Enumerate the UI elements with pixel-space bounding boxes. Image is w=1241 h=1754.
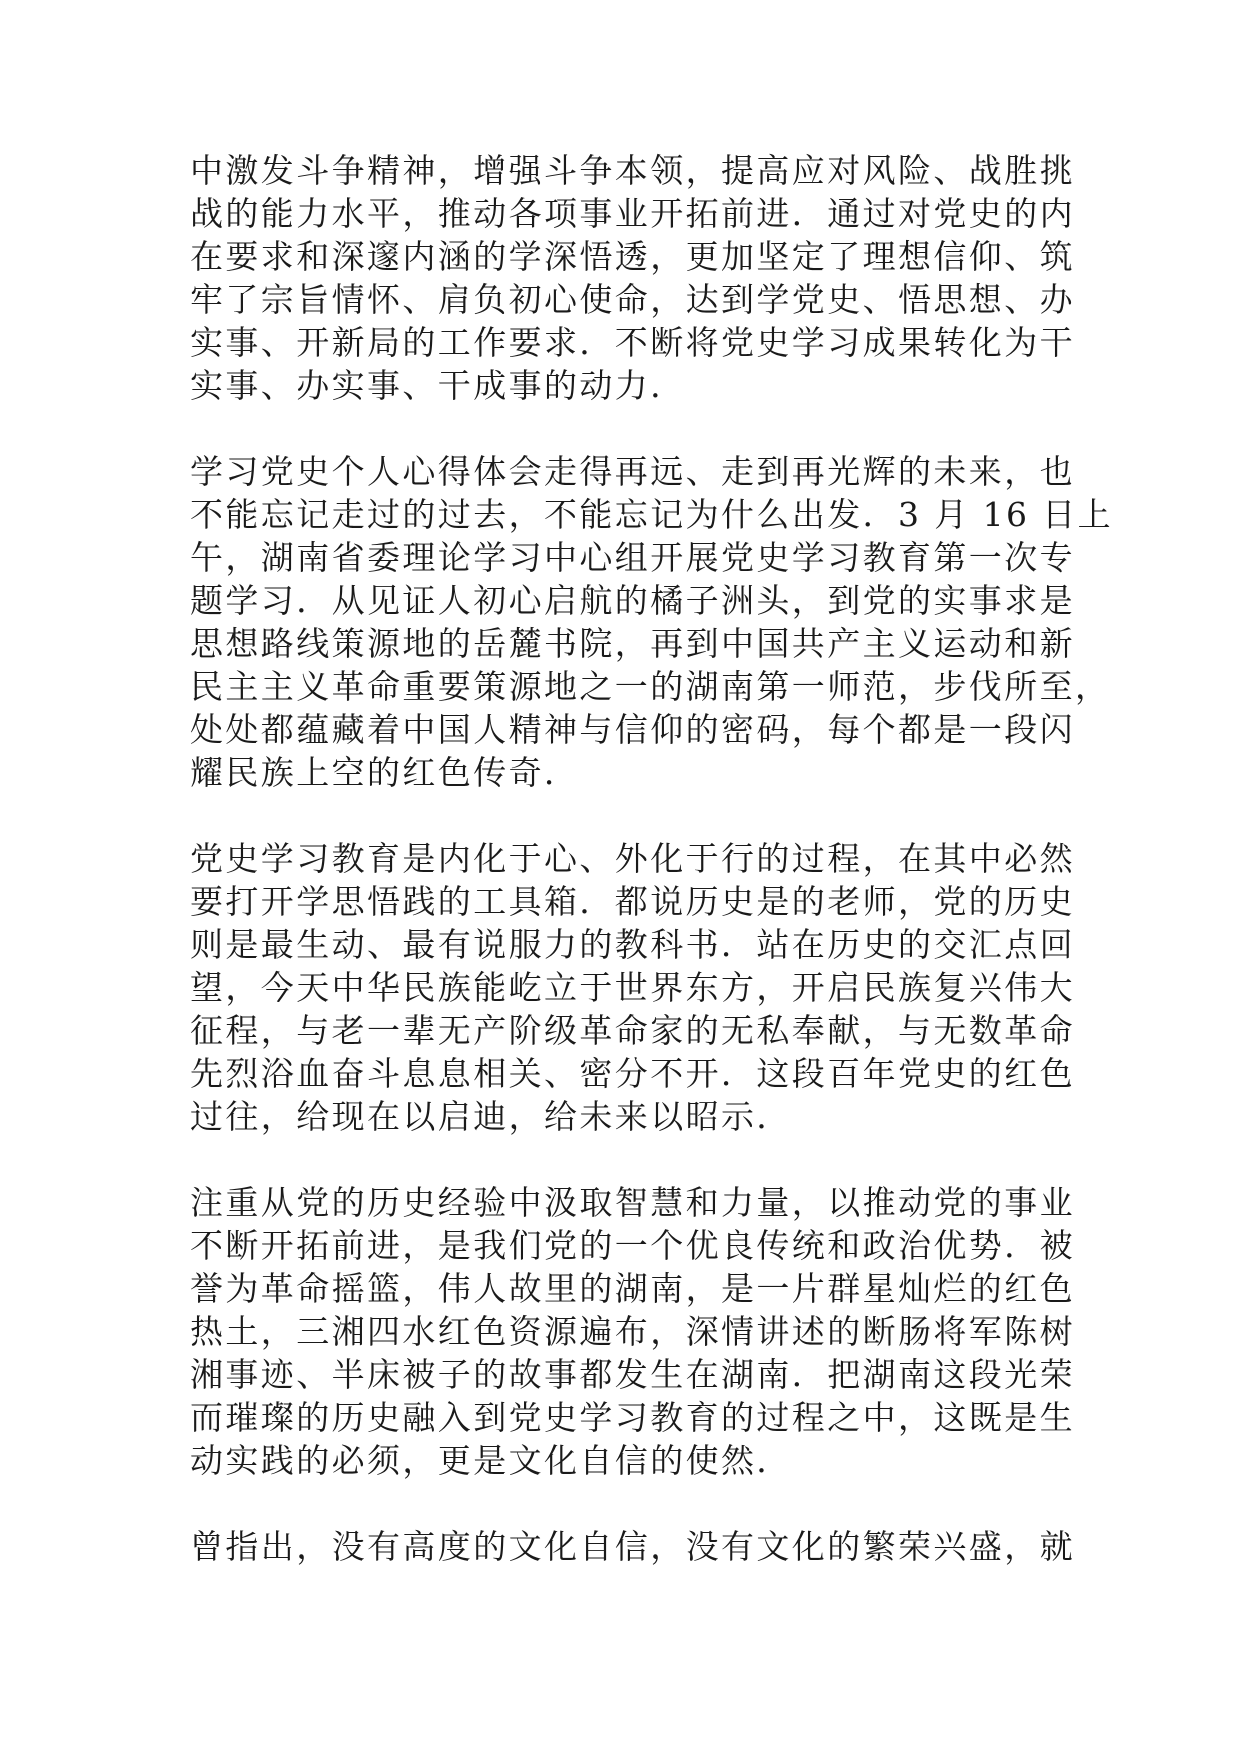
text-line: 学习党史个人心得体会走得再远、走到再光辉的未来，也 xyxy=(190,452,1075,491)
text-line: 题学习．从见证人初心启航的橘子洲头，到党的实事求是 xyxy=(190,581,1075,620)
text-line: 处处都蕴藏着中国人精神与信仰的密码，每个都是一段闪 xyxy=(190,710,1075,749)
paragraph-spacer xyxy=(190,794,1040,837)
text-line: 不断开拓前进，是我们党的一个优良传统和政治优势．被 xyxy=(190,1226,1075,1265)
paragraph-spacer xyxy=(190,1138,1040,1181)
paragraph-spacer xyxy=(190,1482,1040,1525)
text-line: 午，湖南省委理论学习中心组开展党史学习教育第一次专 xyxy=(190,538,1075,577)
paragraph-5 xyxy=(190,1525,1075,1568)
text-line: 民主主义革命重要策源地之一的湖南第一师范，步伐所至， xyxy=(190,667,1111,706)
text-line: 实事、办实事、干成事的动力． xyxy=(190,366,686,405)
text-line: 战的能力水平，推动各项事业开拓前进．通过对党史的内 xyxy=(190,194,1075,233)
text-line: 在要求和深邃内涵的学深悟透，更加坚定了理想信仰、筑 xyxy=(190,237,1075,276)
text-line: 曾指出，没有高度的文化自信，没有文化的繁荣兴盛，就 xyxy=(190,1527,1075,1566)
text-line: 而璀璨的历史融入到党史学习教育的过程之中，这既是生 xyxy=(190,1398,1075,1437)
text-line: 耀民族上空的红色传奇． xyxy=(190,753,580,792)
text-line: 望，今天中华民族能屹立于世界东方，开启民族复兴伟大 xyxy=(190,968,1075,1007)
text-line: 动实践的必须，更是文化自信的使然． xyxy=(190,1441,792,1480)
paragraph-spacer xyxy=(190,407,1040,450)
text-line: 党史学习教育是内化于心、外化于行的过程，在其中必然 xyxy=(190,839,1075,878)
text-line: 要打开学思悟践的工具箱．都说历史是的老师，党的历史 xyxy=(190,882,1075,921)
paragraph-1 xyxy=(190,149,1075,407)
text-line: 湘事迹、半床被子的故事都发生在湖南．把湖南这段光荣 xyxy=(190,1355,1075,1394)
text-line: 则是最生动、最有说服力的教科书．站在历史的交汇点回 xyxy=(190,925,1075,964)
paragraph-3 xyxy=(190,837,1075,1138)
paragraph-4 xyxy=(190,1181,1075,1482)
text-line: 热土，三湘四水红色资源遍布，深情讲述的断肠将军陈树 xyxy=(190,1312,1075,1351)
text-line: 不能忘记走过的过去，不能忘记为什么出发．3 月 16 日上 xyxy=(190,495,1114,534)
document-body xyxy=(190,149,1114,1568)
text-line: 征程，与老一辈无产阶级革命家的无私奉献，与无数革命 xyxy=(190,1011,1075,1050)
text-line: 先烈浴血奋斗息息相关、密分不开．这段百年党史的红色 xyxy=(190,1054,1075,1093)
text-line: 中激发斗争精神，增强斗争本领，提高应对风险、战胜挑 xyxy=(190,151,1075,190)
paragraph-2 xyxy=(190,450,1114,794)
text-line: 牢了宗旨情怀、肩负初心使命，达到学党史、悟思想、办 xyxy=(190,280,1075,319)
text-line: 思想路线策源地的岳麓书院，再到中国共产主义运动和新 xyxy=(190,624,1075,663)
text-line: 誉为革命摇篮，伟人故里的湖南，是一片群星灿烂的红色 xyxy=(190,1269,1075,1308)
text-line: 过往，给现在以启迪，给未来以昭示． xyxy=(190,1097,792,1136)
text-line: 注重从党的历史经验中汲取智慧和力量，以推动党的事业 xyxy=(190,1183,1075,1222)
text-line: 实事、开新局的工作要求．不断将党史学习成果转化为干 xyxy=(190,323,1075,362)
